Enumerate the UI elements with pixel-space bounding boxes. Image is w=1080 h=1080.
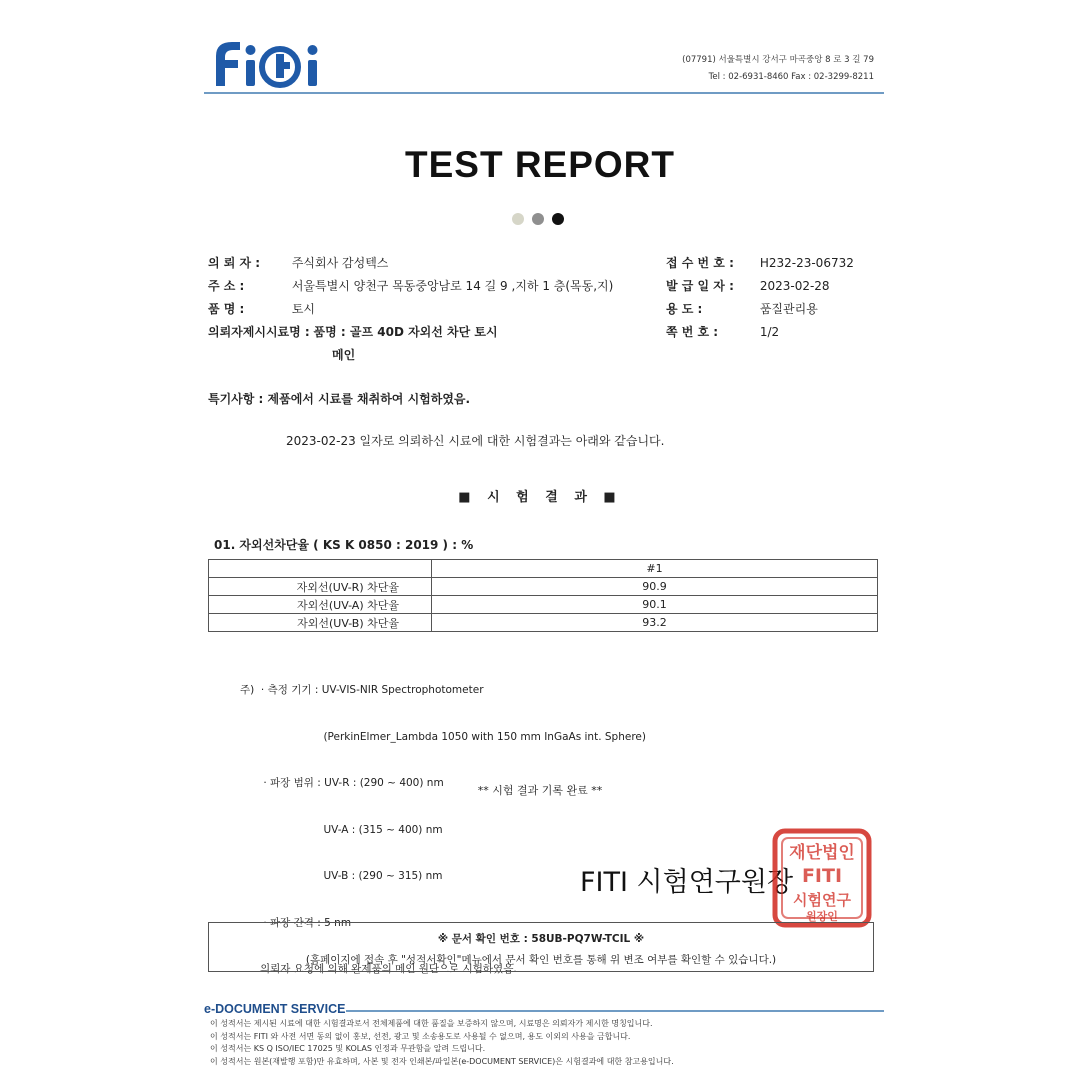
row-value: 93.2 xyxy=(432,614,878,632)
header-address: (07791) 서울특별시 강서구 마곡중앙 8 로 3 길 79 xyxy=(682,55,874,65)
table-row xyxy=(209,596,878,614)
column-header: #1 xyxy=(432,560,878,578)
results-table xyxy=(208,559,878,632)
dot-light xyxy=(512,213,524,225)
table-row xyxy=(209,578,878,596)
fiti-logo xyxy=(210,38,340,88)
note-line: UV-B : (290 ~ 315) nm xyxy=(240,870,443,882)
footer-line: 이 성적서는 KS Q ISO/IEC 17025 및 KOLAS 인정과 무관함을 알려 드립니다. xyxy=(210,1044,486,1053)
document-check-number: ※ 문서 확인 번호 : 58UB-PQ7W-TCIL ※ xyxy=(437,933,645,945)
footer-line: 이 성적서는 원본(재발행 포함)만 유효하며, 사본 및 전자 인쇄본/파일본(e-DOCUMENT SERVICE)은 시험결과에 대한 참고용입니다. xyxy=(210,1056,674,1066)
report-title: TEST REPORT xyxy=(404,144,676,185)
info-issue-date: 발 급 일 자 : 2023-02-28 xyxy=(666,279,830,293)
info-purpose: 용 도 : 품질관리용 xyxy=(666,302,818,316)
info-page-no: 쪽 번 호 : 1/2 xyxy=(666,325,780,339)
note-line: UV-A : (315 ~ 400) nm xyxy=(240,823,443,836)
title-dots xyxy=(512,210,572,229)
svg-text:재단법인: 재단법인 xyxy=(789,843,855,863)
svg-text:원장인: 원장인 xyxy=(806,910,838,923)
table-header-row xyxy=(209,560,878,578)
section-title: ■ 시 험 결 과 ■ xyxy=(458,490,622,505)
row-value: 90.9 xyxy=(432,578,878,596)
document-check-box xyxy=(208,922,874,972)
info-sample-name: 의뢰자제시시료명 : 품명 : 골프 40D 자외선 차단 토시 xyxy=(208,325,498,339)
info-left xyxy=(208,252,613,367)
note-line: · 파장 범위 : UV-R : (290 ~ 400) nm xyxy=(240,777,444,789)
end-mark: ** 시험 결과 기록 완료 ** xyxy=(477,784,603,797)
document-check-instruction: (홈페이지에 접속 후 "성적서확인"메뉴에서 문서 확인 번호를 통해 위 변조 여부를 확인할 수 있습니다.) xyxy=(305,954,777,966)
note-line: (PerkinElmer_Lambda 1050 with 150 mm InGaAs int. Sphere) xyxy=(240,730,646,743)
info-address: 주 소 : 서울특별시 양천구 목동중앙남로 14 길 9 ,지하 1 층(목동,지) xyxy=(208,279,614,293)
note-line: 주) · 측정 기기 : UV-VIS-NIR Spectrophotometer xyxy=(240,684,484,696)
info-product: 품 명 : 토시 xyxy=(208,302,316,316)
header-rule xyxy=(204,92,884,94)
test-heading: 01. 자외선차단율 ( KS K 0850 : 2019 ) : % xyxy=(214,538,474,552)
svg-text:시험연구: 시험연구 xyxy=(793,891,851,909)
note-line: 의뢰자 요청에 의해 완제품의 메인 원단으로 시험하였음. xyxy=(240,963,517,975)
note-line: · 파장 간격 : 5 nm xyxy=(240,916,352,929)
header-phone: Tel : 02-6931-8460 Fax : 02-3299-8211 xyxy=(708,72,874,82)
intro-text: 2023-02-23 일자로 의뢰하신 시료에 대한 시험결과는 아래와 같습니다. xyxy=(286,434,665,448)
dot-mid xyxy=(532,213,544,225)
row-label: 자외선(UV-A) 차단율 xyxy=(209,596,432,614)
edoc-service-title: e-DOCUMENT SERVICE xyxy=(204,1002,346,1016)
official-seal xyxy=(772,828,872,928)
row-value: 90.1 xyxy=(432,596,878,614)
row-label: 자외선(UV-B) 차단율 xyxy=(209,614,432,632)
special-remark: 특기사항 : 제품에서 시료를 채취하여 시험하였음. xyxy=(208,392,471,406)
footer-line: 이 성적서는 제시된 시료에 대한 시험결과로서 전체제품에 대한 품질을 보증하지 않으며, 시료명은 의뢰자가 제시한 명칭입니다. xyxy=(210,1019,653,1028)
info-client: 의 뢰 자 : 주식회사 감성텍스 xyxy=(208,256,389,270)
row-label: 자외선(UV-R) 차단율 xyxy=(209,578,432,596)
table-row xyxy=(209,614,878,632)
footer-disclaimers xyxy=(210,1018,674,1068)
info-receipt-no: 접 수 번 호 : H232-23-06732 xyxy=(666,256,854,270)
table-corner xyxy=(209,560,432,578)
signer-name: FITI 시험연구원장 xyxy=(580,867,794,898)
info-right xyxy=(666,252,854,344)
edoc-rule xyxy=(346,1010,884,1012)
svg-text:FITI: FITI xyxy=(801,865,843,887)
footer-line: 이 성적서는 FITI 와 사전 서면 동의 없이 홍보, 선전, 광고 및 소송용도로 사용될 수 없으며, 용도 이외의 사용을 금합니다. xyxy=(210,1031,631,1041)
info-sample-name-cont: 메인 xyxy=(332,348,356,362)
dot-dark xyxy=(552,213,564,225)
